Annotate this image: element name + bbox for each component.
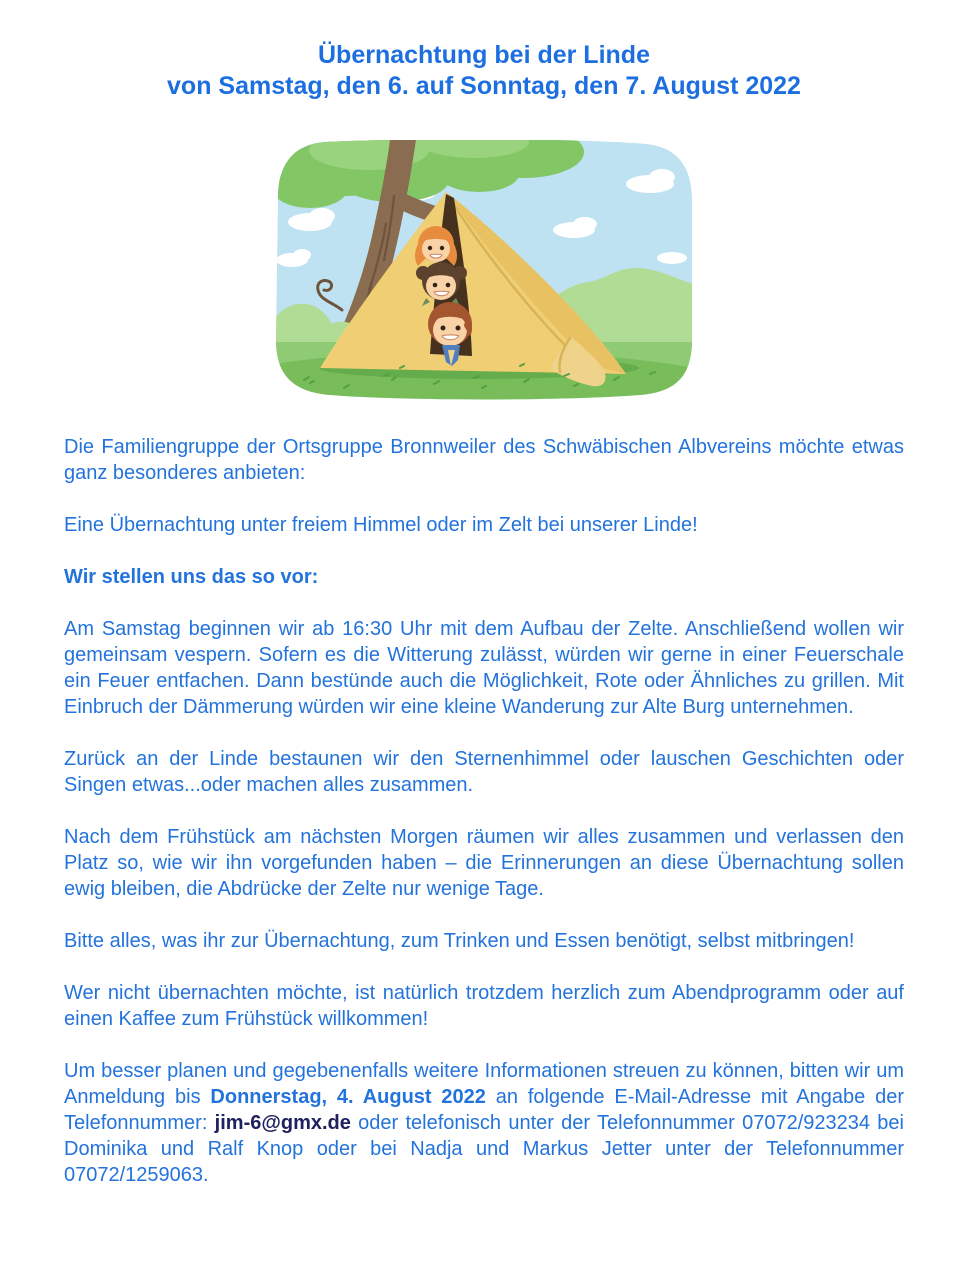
paragraph-evening: Zurück an der Linde bestaunen wir den Sternenhimmel oder lauschen Geschichten oder Singen etwas...oder machen alles zusammen. [64, 748, 904, 796]
paragraph-intro: Die Familiengruppe der Ortsgruppe Bronnweiler des Schwäbischen Albvereins möchte etwas ganz besonderes anbieten: [64, 436, 904, 484]
closing-text-3: oder telefonisch unter der Telefonnummer 07072/923234 bei Dominika und Ralf Knop oder bei Nadja und Markus Jetter unter der Telefonnummer 07072/1259063. [64, 1112, 904, 1186]
title-line-2: von Samstag, den 6. auf Sonntag, den 7. August 2022 [167, 72, 801, 100]
registration-deadline: Donnerstag, 4. August 2022 [210, 1086, 486, 1108]
tent-illustration [274, 140, 694, 400]
paragraph-closing [64, 1058, 904, 1188]
paragraph-bring: Bitte alles, was ihr zur Übernachtung, zum Trinken und Essen benötigt, selbst mitbringen! [64, 930, 855, 952]
title-line-1: Übernachtung bei der Linde [318, 41, 650, 69]
flyer-body [64, 434, 904, 1188]
closing-text-1: Um besser planen und gegebenenfalls weitere Informationen streuen zu können, bitten wir um Anmeldung bis [64, 1060, 904, 1108]
page-title [64, 40, 904, 102]
paragraph-welcome: Wer nicht übernachten möchte, ist natürlich trotzdem herzlich zum Abendprogramm oder auf einen Kaffee zum Frühstück willkommen! [64, 982, 904, 1030]
tent-illustration-svg [274, 140, 694, 400]
paragraph-offer: Eine Übernachtung unter freiem Himmel oder im Zelt bei unserer Linde! [64, 514, 698, 536]
closing-text-2: an folgende E-Mail-Adresse mit Angabe der Telefonnummer: [64, 1086, 904, 1134]
paragraph-plan-heading: Wir stellen uns das so vor: [64, 566, 319, 588]
email-link[interactable]: jim-6@gmx.de [214, 1112, 351, 1134]
paragraph-plan: Am Samstag beginnen wir ab 16:30 Uhr mit dem Aufbau der Zelte. Anschließend wollen wir gemeinsam vespern. Sofern es die Witterung zulässt, würden wir gerne in einer Feuerschale ein Feuer entfachen. Dann bestünde auch die Möglichkeit, Rote oder Ähnliches zu grillen. Mit Einbruch der Dämmerung würden wir eine kleine Wanderung zur Alte Burg unternehmen. [64, 618, 904, 718]
paragraph-morning: Nach dem Frühstück am nächsten Morgen räumen wir alles zusammen und verlassen den Platz so, wie wir ihn vorgefunden haben – die Erinnerungen an diese Übernachtung sollen ewig bleiben, die Abdrücke der Zelte nur wenige Tage. [64, 826, 904, 900]
